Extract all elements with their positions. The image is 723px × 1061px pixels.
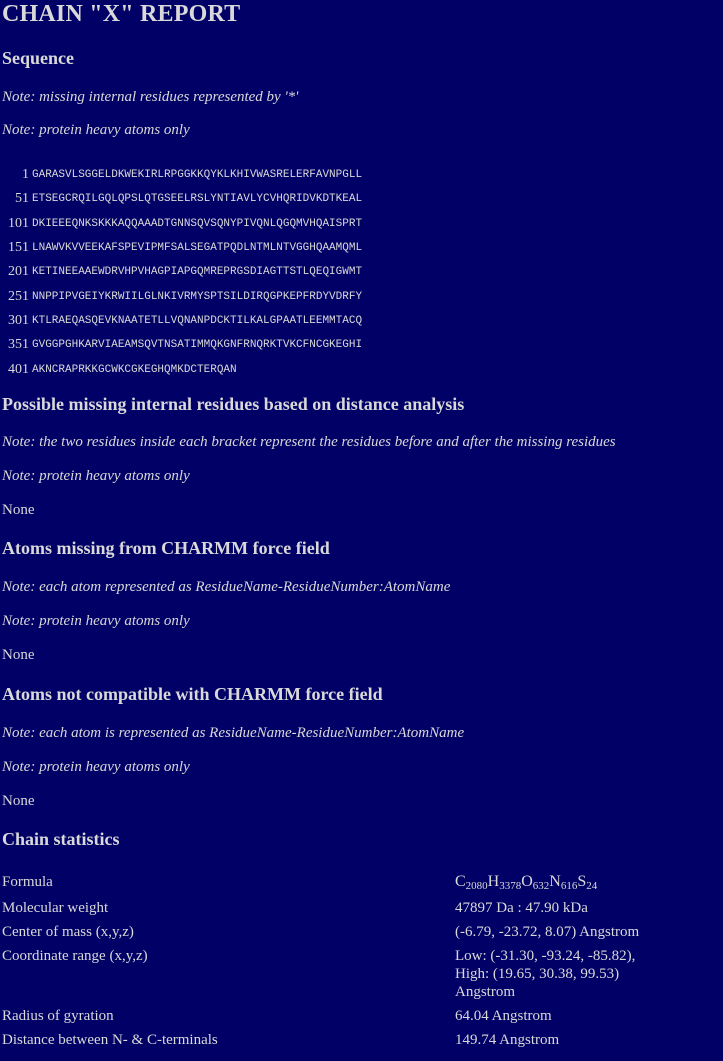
missing-atoms-note-heavy: Note: protein heavy atoms only — [2, 613, 190, 629]
sequence-row — [2, 284, 362, 308]
residue-sequence: GARASVLSGGELDKWEKIRLRPGGKKQYKLKHIVWASRELERFAVNPGLL — [32, 169, 363, 182]
missing-atoms-heading: Atoms missing from CHARMM force field — [2, 538, 330, 558]
center-of-mass-label: Center of mass (x,y,z) — [2, 924, 134, 940]
missing-residues-heading: Possible missing internal residues based on distance analysis — [2, 394, 465, 414]
stat-row-center-of-mass — [2, 923, 655, 947]
hydrogen-count: 3378 — [499, 880, 522, 892]
element-nitrogen: N — [549, 873, 561, 890]
residue-number: 201 — [8, 264, 29, 280]
sequence-note-heavy: Note: protein heavy atoms only — [2, 122, 190, 138]
chain-statistics-table — [2, 873, 655, 1055]
incompatible-atoms-note-heavy: Note: protein heavy atoms only — [2, 759, 190, 775]
residue-number: 101 — [8, 215, 29, 231]
stat-row-nc-distance — [2, 1031, 655, 1055]
residue-number: 351 — [8, 337, 29, 353]
sequence-row — [2, 309, 362, 333]
stat-row-radius-of-gyration — [2, 1007, 655, 1031]
residue-sequence: LNAWVKVVEEKAFSPEVIPMFSALSEGATPQDLNTMLNTVGGHQAAMQML — [32, 242, 363, 255]
residue-number: 401 — [8, 361, 29, 377]
coordinate-range-unit: Angstrom — [455, 984, 515, 1000]
nc-distance-value: 149.74 Angstrom — [455, 1032, 560, 1048]
stat-row-coordinate-range — [2, 947, 655, 1007]
sequence-row — [2, 187, 362, 211]
residue-number: 51 — [15, 191, 29, 207]
radius-of-gyration-value: 64.04 Angstrom — [455, 1008, 552, 1024]
molecular-weight-value: 47897 Da : 47.90 kDa — [455, 900, 588, 916]
incompatible-atoms-heading: Atoms not compatible with CHARMM force field — [2, 684, 383, 704]
incompatible-atoms-note-format: Note: each atom is represented as ResidueName-ResidueNumber:AtomName — [2, 725, 465, 741]
radius-of-gyration-label: Radius of gyration — [2, 1008, 114, 1024]
residue-sequence: DKIEEEQNKSKKKAQQAAADTGNNSQVSQNYPIVQNLQGQMVHQAISPRT — [32, 217, 363, 230]
nitrogen-count: 616 — [560, 880, 578, 892]
residue-sequence: ETSEGCRQILGQLQPSLQTGSEELRSLYNTIAVLYCVHQRIDVKDTKEAL — [32, 193, 363, 206]
formula-value — [455, 873, 655, 891]
residue-sequence: KTLRAEQASQEVKNAATETLLVQNANPDCKTILKALGPAATLEEMMTACQ — [32, 314, 363, 327]
residue-sequence: AKNCRAPRKKGCWKCGKEGHQMKDCTERQAN — [32, 363, 237, 376]
element-oxygen: O — [521, 873, 533, 890]
coordinate-range-high: High: (19.65, 30.38, 99.53) — [455, 966, 620, 982]
residue-number: 1 — [22, 167, 29, 183]
sequence-heading: Sequence — [2, 48, 74, 68]
incompatible-atoms-result: None — [2, 793, 35, 809]
sequence-row — [2, 357, 362, 381]
sequence-row — [2, 260, 362, 284]
sequence-row — [2, 212, 362, 236]
page-title: CHAIN "X" REPORT — [2, 1, 241, 27]
sequence-row — [2, 333, 362, 357]
sequence-note-missing: Note: missing internal residues represented by '*' — [2, 89, 299, 105]
residue-sequence: KETINEEAAEWDRVHPVHAGPIAPGQMREPRGSDIAGTTSTLQEQIGWMT — [32, 266, 363, 279]
missing-atoms-result: None — [2, 647, 35, 663]
missing-residues-result: None — [2, 502, 35, 518]
sulfur-count: 24 — [586, 880, 598, 892]
residue-number: 151 — [8, 240, 29, 256]
coordinate-range-low: Low: (-31.30, -93.24, -85.82), — [455, 948, 636, 964]
residue-number: 251 — [8, 288, 29, 304]
residue-sequence: GVGGPGHKARVIAEAMSQVTNSATIMMQKGNFRNQRKTVKCFNCGKEGHI — [32, 339, 363, 352]
oxygen-count: 632 — [532, 880, 550, 892]
residue-sequence: NNPPIPVGEIYKRWIILGLNKIVRMYSPTSILDIRQGPKEPFRDYVDRFY — [32, 290, 363, 303]
carbon-count: 2080 — [465, 880, 488, 892]
missing-residues-note-heavy: Note: protein heavy atoms only — [2, 468, 190, 484]
nc-distance-label: Distance between N- & C-terminals — [2, 1032, 218, 1048]
formula-label: Formula — [2, 874, 53, 890]
missing-atoms-note-format: Note: each atom represented as ResidueName-ResidueNumber:AtomName — [2, 579, 451, 595]
sequence-row — [2, 236, 362, 260]
stat-row-molecular-weight — [2, 899, 655, 923]
coordinate-range-label: Coordinate range (x,y,z) — [2, 948, 148, 964]
element-sulfur: S — [577, 873, 587, 890]
chain-statistics-heading: Chain statistics — [2, 829, 120, 849]
residue-number: 301 — [8, 312, 29, 328]
molecular-weight-label: Molecular weight — [2, 900, 109, 916]
center-of-mass-value: (-6.79, -23.72, 8.07) Angstrom — [455, 924, 640, 940]
missing-residues-note-bracket: Note: the two residues inside each bracket represent the residues before and after the missing residues — [2, 434, 616, 450]
sequence-block — [2, 163, 362, 382]
coordinate-range-value — [455, 947, 655, 1001]
stat-row-formula — [2, 873, 655, 899]
element-carbon: C — [455, 873, 466, 890]
element-hydrogen: H — [487, 873, 500, 890]
sequence-row — [2, 163, 362, 187]
